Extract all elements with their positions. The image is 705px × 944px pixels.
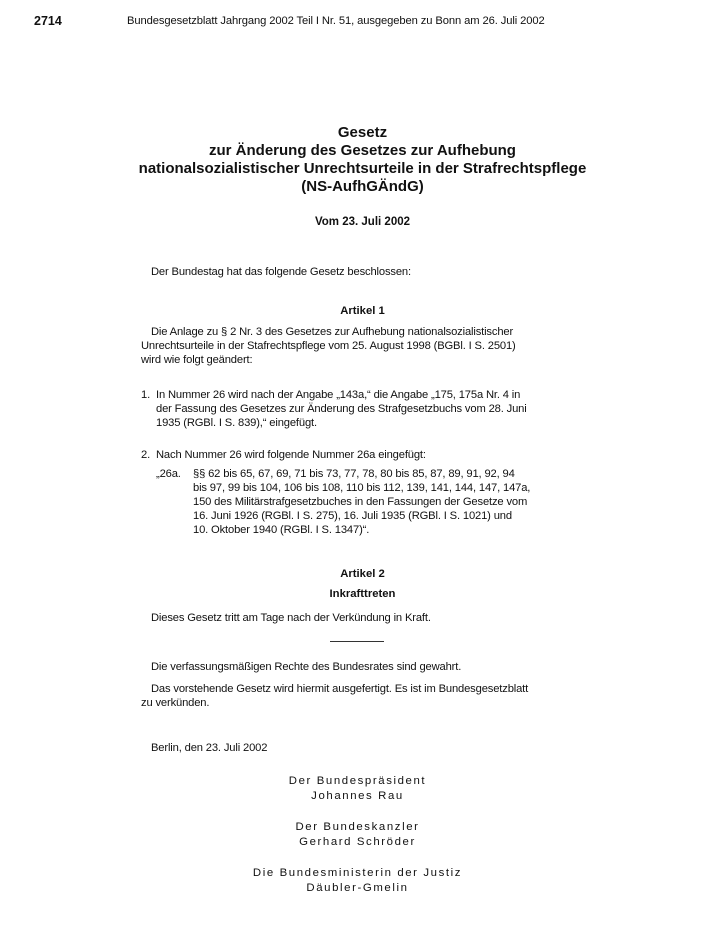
item-1-line: der Fassung des Gesetzes zur Änderung des Strafgesetzbuchs vom 28. Juni [156,403,527,415]
item-1-number: 1. [141,389,151,401]
item-1-line: In Nummer 26 wird nach der Angabe „143a,“ die Angabe „175, 175a Nr. 4 in [156,389,521,401]
signatory-role: Der Bundeskanzler [295,821,420,833]
artikel-1-lead-line: Die Anlage zu § 2 Nr. 3 des Gesetzes zur Aufhebung nationalsozialistischer [151,326,514,338]
item-2-number: 2. [141,449,151,461]
item-1-line: 1935 (RGBl. I S. 839),“ eingefügt. [156,417,317,429]
intro-text: Der Bundestag hat das folgende Gesetz beschlossen: [151,266,411,278]
page-number: 2714 [34,14,62,28]
signatory-name: Johannes Rau [311,790,404,802]
artikel-1-lead-line: wird wie folgt geändert: [141,354,253,366]
law-title-line-3: nationalsozialistischer Unrechtsurteile in der Strafrechtspflege [138,160,587,177]
artikel-2-text: Dieses Gesetz tritt am Tage nach der Verkündung in Kraft. [151,612,431,624]
artikel-2-heading: Artikel 2 [340,568,385,580]
running-header: Bundesgesetzblatt Jahrgang 2002 Teil I Nr. 51, ausgegeben zu Bonn am 26. Juli 2002 [127,15,545,27]
item-2-quote-line: 16. Juni 1926 (RGBl. I S. 275), 16. Juli 1935 (RGBl. I S. 1021) und [193,510,512,522]
rights-statement: Die verfassungsmäßigen Rechte des Bundesrates sind gewahrt. [151,661,462,673]
signatory-name: Gerhard Schröder [299,836,416,848]
section-divider [330,641,384,642]
item-2-quote-line: 150 des Militärstrafgesetzbuches in den Fassungen der Gesetze vom [193,496,528,508]
item-2-quote-label: „26a. [156,468,181,480]
law-title-abbreviation: (NS-AufhGÄndG) [301,178,424,195]
law-date: Vom 23. Juli 2002 [314,216,411,228]
artikel-2-subheading: Inkrafttreten [329,588,396,600]
item-2-quote-line: 10. Oktober 1940 (RGBl. I S. 1347)“. [193,524,370,536]
signatory-role: Die Bundesministerin der Justiz [252,867,463,879]
law-title-line-1: Gesetz [337,124,388,141]
item-2-quote-line: §§ 62 bis 65, 67, 69, 71 bis 73, 77, 78, 80 bis 85, 87, 89, 91, 92, 94 [193,468,515,480]
signatory-role: Der Bundespräsident [288,775,427,787]
law-title-line-2: zur Änderung des Gesetzes zur Aufhebung [209,142,516,159]
promulgation-line: Das vorstehende Gesetz wird hiermit ausgefertigt. Es ist im Bundesgesetzblatt [151,683,529,695]
artikel-1-heading: Artikel 1 [340,305,385,317]
artikel-1-lead-line: Unrechtsurteile in der Stafrechtspflege vom 25. August 1998 (BGBl. I S. 2501) [141,340,516,352]
promulgation-line: zu verkünden. [141,697,210,709]
place-date: Berlin, den 23. Juli 2002 [151,742,268,754]
item-2-text: Nach Nummer 26 wird folgende Nummer 26a eingefügt: [156,449,426,461]
signatory-name: Däubler-Gmelin [306,882,409,894]
item-2-quote-line: bis 97, 99 bis 104, 106 bis 108, 110 bis 112, 139, 141, 144, 147, 147a, [193,482,531,494]
